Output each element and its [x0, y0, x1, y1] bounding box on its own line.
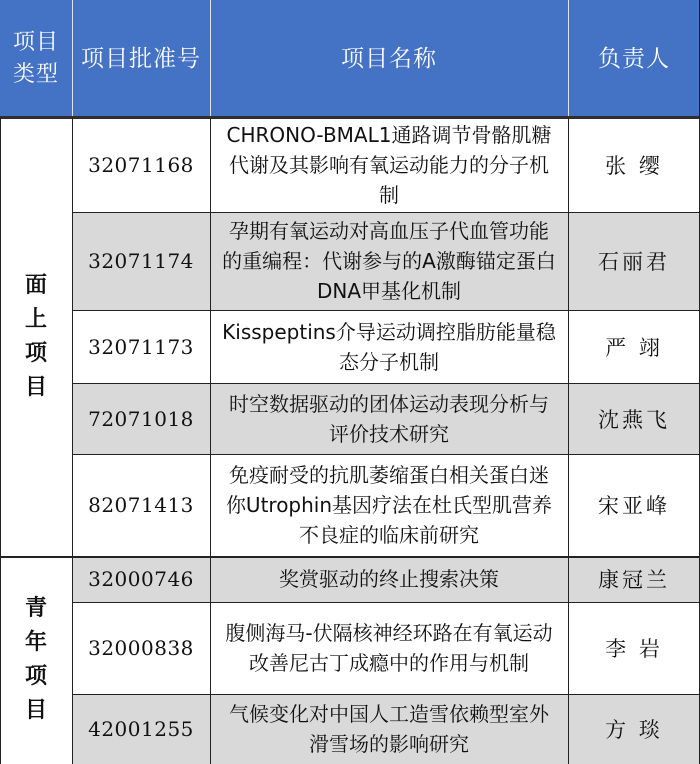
project-name-cell: 孕期有氧运动对高血压子代血管功能的重编程：代谢参与的A激酶锚定蛋白DNA甲基化机制	[222, 219, 556, 303]
header-project-type: 项目类型	[0, 0, 72, 118]
project-name-cell: 奖赏驱动的终止搜索决策	[279, 567, 499, 591]
leader-cell: 张 缨	[605, 154, 663, 178]
table-row	[72, 118, 700, 212]
approval-number-cell: 32071174	[88, 249, 194, 273]
project-name-cell: 时空数据驱动的团体运动表现分析与评价技术研究	[229, 391, 549, 446]
row-divider	[72, 212, 700, 213]
leader-cell: 严 翊	[605, 335, 663, 360]
project-name-cell: Kisspeptins介导运动调控脂肪能量稳态分子机制	[222, 319, 556, 374]
row-divider	[72, 454, 700, 455]
table-row	[72, 556, 700, 602]
approval-number-cell: 32071168	[88, 153, 194, 177]
table-row	[72, 694, 700, 764]
leader-cell: 李 岩	[605, 637, 663, 661]
row-divider	[72, 383, 700, 384]
column-divider	[72, 118, 73, 764]
project-name-cell: CHRONO-BMAL1通路调节骨骼肌糖代谢及其影响有氧运动能力的分子机制	[226, 123, 552, 207]
project-name-cell: 免疫耐受的抗肌萎缩蛋白相关蛋白迷你Utrophin基因疗法在杜氏型肌营养不良症的临床前研究	[225, 463, 553, 547]
row-divider	[72, 310, 700, 311]
leader-cell: 宋亚峰	[598, 494, 670, 518]
approval-number-cell: 32071173	[88, 334, 194, 359]
column-divider	[568, 118, 569, 764]
header-divider	[568, 0, 569, 118]
header-divider	[72, 0, 73, 118]
header-bottom-border	[0, 116, 700, 119]
header-leader: 负责人	[568, 0, 700, 118]
table-row	[72, 602, 700, 694]
table-row	[72, 310, 700, 383]
section-divider	[0, 556, 700, 558]
project-name-cell: 腹侧海马-伏隔核神经环路在有氧运动改善尼古丁成瘾中的作用与机制	[225, 621, 553, 675]
leader-cell: 石丽君	[598, 250, 670, 274]
leader-cell: 方 琰	[605, 718, 663, 742]
table-row	[72, 454, 700, 556]
approval-number-cell: 82071413	[88, 493, 194, 517]
approval-number-cell: 32000838	[88, 636, 194, 660]
table-left-border	[0, 118, 1, 764]
header-divider	[210, 0, 211, 118]
row-divider	[72, 694, 700, 695]
column-divider	[210, 118, 211, 764]
category-label: 面上项目	[24, 273, 47, 400]
category-general-projects	[0, 118, 72, 556]
approval-number-cell: 42001255	[88, 717, 194, 741]
table-row	[72, 212, 700, 310]
table-row	[72, 383, 700, 454]
row-divider	[72, 602, 700, 603]
approval-number-cell: 72071018	[88, 406, 194, 431]
approval-number-cell: 32000746	[88, 567, 194, 591]
project-name-cell: 气候变化对中国人工造雪依赖型室外滑雪场的影响研究	[229, 702, 549, 756]
category-label: 青年项目	[24, 596, 47, 723]
category-youth-projects	[0, 556, 72, 764]
leader-cell: 康冠兰	[598, 568, 670, 592]
header-project-name: 项目名称	[210, 0, 568, 118]
header-approval-number: 项目批准号	[72, 0, 210, 118]
leader-cell: 沈燕飞	[598, 407, 670, 432]
